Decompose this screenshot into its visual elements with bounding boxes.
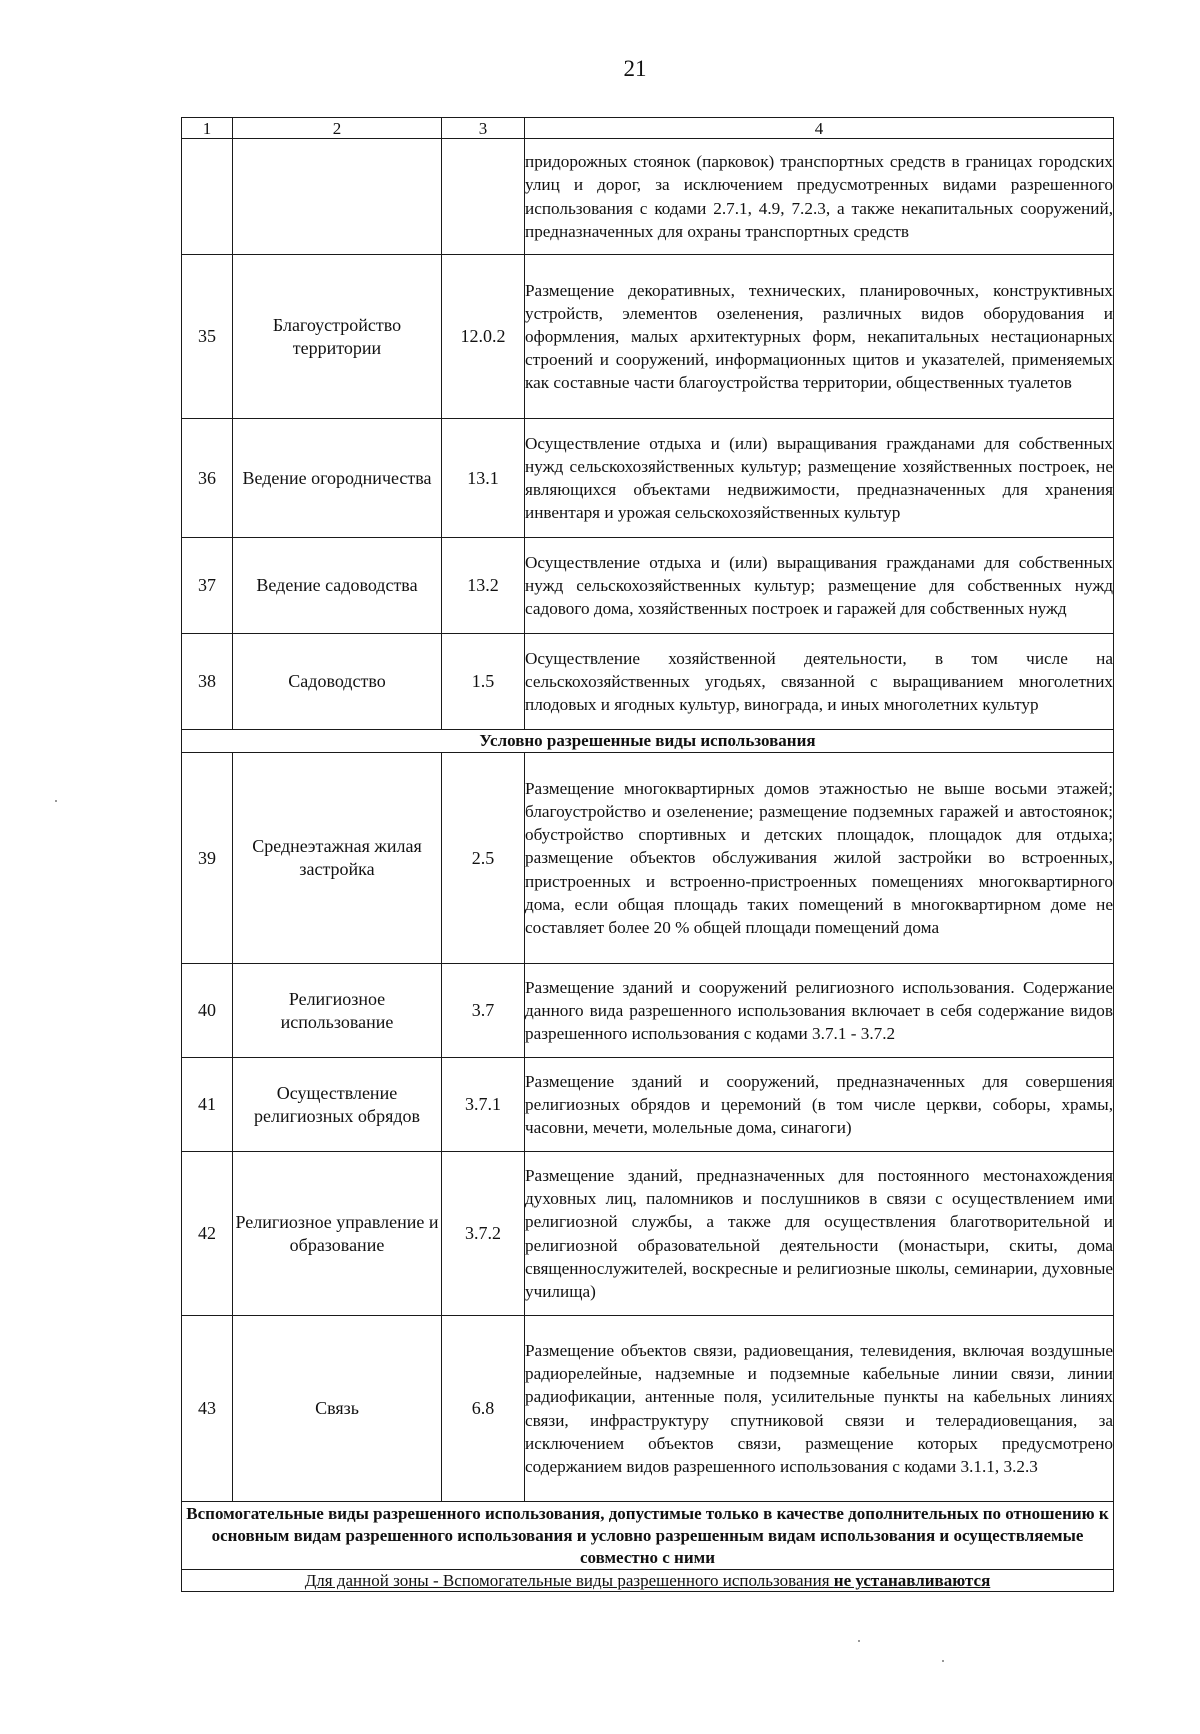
continuation-text: придорожных стоянок (парковок) транспортных средств в границах городских улиц и дорог, за исключением предусмотренных видами разрешенного использования с кодами 2.7.1, 4.9, 7.2.3, а также некапитальных сооружений, предназначенных для охраны транспортных средств	[525, 139, 1114, 255]
row-number: 42	[182, 1152, 233, 1316]
note-emphasis: не устанавливаются	[833, 1570, 991, 1590]
use-code: 1.5	[442, 634, 525, 730]
note-row	[182, 1570, 1114, 1592]
use-description: Размещение зданий, предназначенных для постоянного местонахождения духовных лиц, паломников и послушников в связи с осуществлением ими религиозной службы, а также для осуществления благотворительной и религиозной образовательной деятельности (монастыри, скиты, дома священнослужителей, воскресные и религиозные школы, семинарии, духовные училища)	[525, 1152, 1114, 1316]
zone-note	[182, 1570, 1114, 1592]
section-row-auxiliary	[182, 1502, 1114, 1570]
empty-cell	[182, 139, 233, 255]
table-row	[182, 964, 1114, 1058]
row-number: 43	[182, 1316, 233, 1502]
table-row	[182, 255, 1114, 419]
scan-speck	[55, 800, 57, 802]
use-code: 13.2	[442, 538, 525, 634]
scan-speck	[858, 1640, 860, 1642]
use-code: 6.8	[442, 1316, 525, 1502]
use-description: Размещение многоквартирных домов этажностью не выше восьми этажей; благоустройство и озеленение; размещение подземных гаражей и автостоянок; обустройство спортивных и детских площадок, площадок для отдыха; размещение объектов обслуживания жилой застройки во встроенных, пристроенных и встроенно-пристроенных помещениях многоквартирного дома, если общая площадь таких помещений в многоквартирном доме не составляет более 20 % общей площади помещений дома	[525, 753, 1114, 964]
header-cell: 2	[233, 118, 442, 139]
use-description: Осуществление отдыха и (или) выращивания гражданами для собственных нужд сельскохозяйственных культур; размещение для собственных нужд садового дома, хозяйственных построек и гаражей для собственных нужд	[525, 538, 1114, 634]
use-description: Размещение зданий и сооружений, предназначенных для совершения религиозных обрядов и церемоний (в том числе церкви, соборы, храмы, часовни, мечети, молельные дома, синагоги)	[525, 1058, 1114, 1152]
table-row	[182, 419, 1114, 538]
header-cell: 3	[442, 118, 525, 139]
use-name: Ведение огородничества	[233, 419, 442, 538]
section-heading: Вспомогательные виды разрешенного использования, допустимые только в качестве дополнительных по отношению к основным видам разрешенного использования и условно разрешенным видам использования и осуществляемые совместно с ними	[182, 1502, 1114, 1570]
page-number: 21	[623, 56, 647, 81]
row-number: 40	[182, 964, 233, 1058]
use-name: Благоустройство территории	[233, 255, 442, 419]
table-row	[182, 1316, 1114, 1502]
header-row	[182, 118, 1114, 139]
table-row	[182, 753, 1114, 964]
use-code: 13.1	[442, 419, 525, 538]
row-number: 41	[182, 1058, 233, 1152]
empty-cell	[442, 139, 525, 255]
row-number: 36	[182, 419, 233, 538]
use-name: Религиозное управление и образование	[233, 1152, 442, 1316]
use-description: Размещение зданий и сооружений религиозного использования. Содержание данного вида разрешенного использования включает в себя содержание видов разрешенного использования с кодами 3.7.1 - 3.7.2	[525, 964, 1114, 1058]
row-number: 38	[182, 634, 233, 730]
use-code: 3.7	[442, 964, 525, 1058]
use-name: Садоводство	[233, 634, 442, 730]
use-code: 3.7.1	[442, 1058, 525, 1152]
use-description: Размещение декоративных, технических, планировочных, конструктивных устройств, элементов озеленения, различных видов оборудования и оформления, малых архитектурных форм, некапитальных нестационарных строений и сооружений, информационных щитов и указателей, применяемых как составные части благоустройства территории, общественных туалетов	[525, 255, 1114, 419]
table-row	[182, 538, 1114, 634]
note-prefix: Для данной зоны - Вспомогательные виды разрешенного использования	[304, 1570, 834, 1590]
continuation-row	[182, 139, 1114, 255]
section-row-conditional	[182, 730, 1114, 753]
row-number: 37	[182, 538, 233, 634]
header-cell: 1	[182, 118, 233, 139]
use-name: Осуществление религиозных обрядов	[233, 1058, 442, 1152]
use-code: 12.0.2	[442, 255, 525, 419]
table-row	[182, 1152, 1114, 1316]
use-description: Осуществление отдыха и (или) выращивания гражданами для собственных нужд сельскохозяйственных культур; размещение хозяйственных построек, не являющихся объектами недвижимости, предназначенных для хранения инвентаря и урожая сельскохозяйственных культур	[525, 419, 1114, 538]
use-description: Размещение объектов связи, радиовещания, телевидения, включая воздушные радиорелейные, надземные и подземные кабельные линии связи, линии радиофикации, антенные поля, усилительные пункты на кабельных линиях связи, инфраструктуру спутниковой связи и телерадиовещания, за исключением объектов связи, размещение которых предусмотрено содержанием видов разрешенного использования с кодами 3.1.1, 3.2.3	[525, 1316, 1114, 1502]
table-row	[182, 634, 1114, 730]
use-name: Религиозное использование	[233, 964, 442, 1058]
use-name: Ведение садоводства	[233, 538, 442, 634]
row-number: 35	[182, 255, 233, 419]
land-use-table	[181, 117, 1114, 1592]
section-heading: Условно разрешенные виды использования	[182, 730, 1114, 753]
header-cell: 4	[525, 118, 1114, 139]
scan-speck	[942, 1660, 944, 1662]
empty-cell	[233, 139, 442, 255]
use-code: 2.5	[442, 753, 525, 964]
use-description: Осуществление хозяйственной деятельности, в том числе на сельскохозяйственных угодьях, связанной с выращиванием многолетних плодовых и ягодных культур, винограда, и иных многолетних культур	[525, 634, 1114, 730]
use-name: Среднеэтажная жилая застройка	[233, 753, 442, 964]
use-code: 3.7.2	[442, 1152, 525, 1316]
table-row	[182, 1058, 1114, 1152]
row-number: 39	[182, 753, 233, 964]
use-name: Связь	[233, 1316, 442, 1502]
